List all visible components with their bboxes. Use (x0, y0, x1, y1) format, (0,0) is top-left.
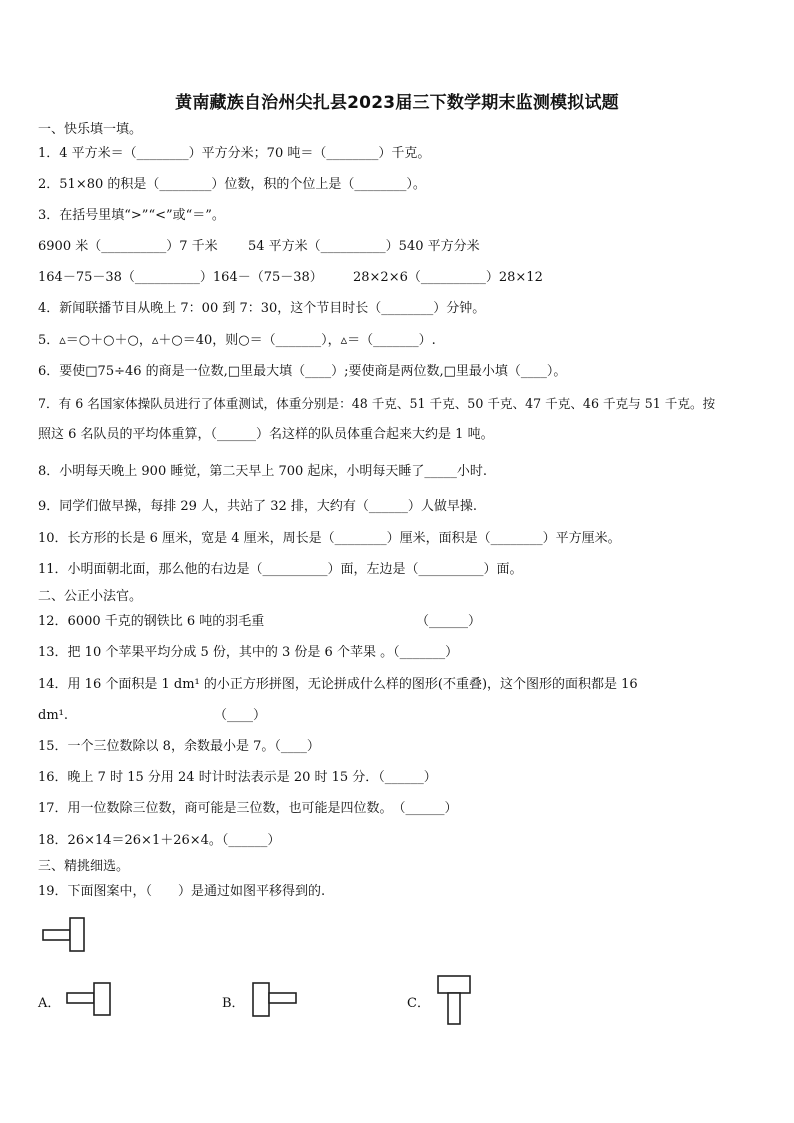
option-c-label[interactable]: C． (407, 996, 430, 1011)
option-a-label[interactable]: A． (38, 996, 61, 1011)
question-13: 13．把 10 个苹果平均分成 5 份，其中的 3 份是 6 个苹果 。（_______） (38, 645, 459, 660)
question-3: 3．在括号里填“>”“<”或“＝”。 (38, 208, 225, 223)
question-14-unit: dm¹. (38, 708, 68, 723)
question-12 (38, 613, 762, 631)
question-8: 8．小明每天晚上 900 睡觉，第二天早上 700 起床，小明每天睡了_____小时. (38, 464, 488, 479)
question-3-item-2: 54 平方米（__________）540 平方分米 (248, 239, 480, 254)
question-16: 16．晚上 7 时 15 分用 24 时计时法表示是 20 时 15 分．（______） (38, 770, 437, 785)
section-heading-2: 二、公正小法官。 (38, 589, 143, 604)
question-7-line-1: 7．有 6 名国家体操队员进行了体重测试，体重分别是：48 千克、51 千克、50 千克、47 千克、46 千克与 51 千克。按 (38, 396, 716, 411)
question-9: 9．同学们做早操，每排 29 人，共站了 32 排，大约有（______）人做早操. (38, 499, 478, 514)
question-3-item-1: 6900 米（__________）7 千米 (38, 239, 218, 254)
question-15: 15．一个三位数除以 8，余数最小是 7。（____） (38, 739, 320, 754)
option-b-label[interactable]: B． (222, 996, 245, 1011)
option-b-figure[interactable] (248, 980, 300, 1020)
question-7-line-2: 照这 6 名队员的平均体重算，（______）名这样的队员体重合起来大约是 1 吨。 (38, 427, 494, 442)
question-3-item-3: 164－75－38（__________）164－（75－38） (38, 270, 323, 285)
question-3-item-4: 28×2×6（__________）28×12 (353, 270, 543, 285)
question-14-answer-blank: （____） (214, 708, 267, 723)
section-heading-3: 三、精挑细选。 (38, 859, 130, 874)
question-1: 1．4 平方米＝（________）平方分米；70 吨＝（________）千克。 (38, 146, 431, 161)
question-10: 10．长方形的长是 6 厘米，宽是 4 厘米，周长是（________）厘米，面积是（________）平方厘米。 (38, 531, 621, 546)
question-14-line-1: 14．用 16 个面积是 1 dm¹ 的小正方形拼图，无论拼成什么样的图形(不重叠)，这个图形的面积都是 16 (38, 677, 638, 692)
question-2: 2．51×80 的积是（________）位数，积的个位上是（________）。 (38, 177, 426, 192)
reference-shape-figure (40, 915, 92, 955)
question-19: 19．下面图案中，（ ）是通过如图平移得到的. (38, 884, 326, 899)
question-5: 5．▵＝○＋○＋○，▵＋○＝40，则○＝（_______），▵＝（_______）. (38, 333, 436, 348)
question-11: 11．小明面朝北面，那么他的右边是（__________）面，左边是（__________）面。 (38, 562, 523, 577)
question-14-line-2 (38, 707, 762, 725)
option-a-figure[interactable] (64, 980, 116, 1020)
question-4: 4．新闻联播节目从晚上 7：00 到 7：30，这个节目时长（________）分钟。 (38, 301, 486, 316)
option-c-figure[interactable] (433, 972, 477, 1028)
question-6: 6．要使□75÷46 的商是一位数,□里最大填（____）;要使商是两位数,□里最小填（____）。 (38, 364, 567, 379)
page-title: 黄南藏族自治州尖扎县2023届三下数学期末监测模拟试题 (175, 93, 619, 113)
question-17: 17．用一位数除三位数，商可能是三位数，也可能是四位数。 （______） (38, 801, 458, 816)
question-18: 18．26×14＝26×1＋26×4。（______） (38, 833, 281, 848)
section-heading-1: 一、快乐填一填。 (38, 122, 143, 137)
question-12-answer-blank: （______） (416, 614, 482, 629)
question-12-text: 12．6000 千克的钢铁比 6 吨的羽毛重 (38, 614, 265, 629)
